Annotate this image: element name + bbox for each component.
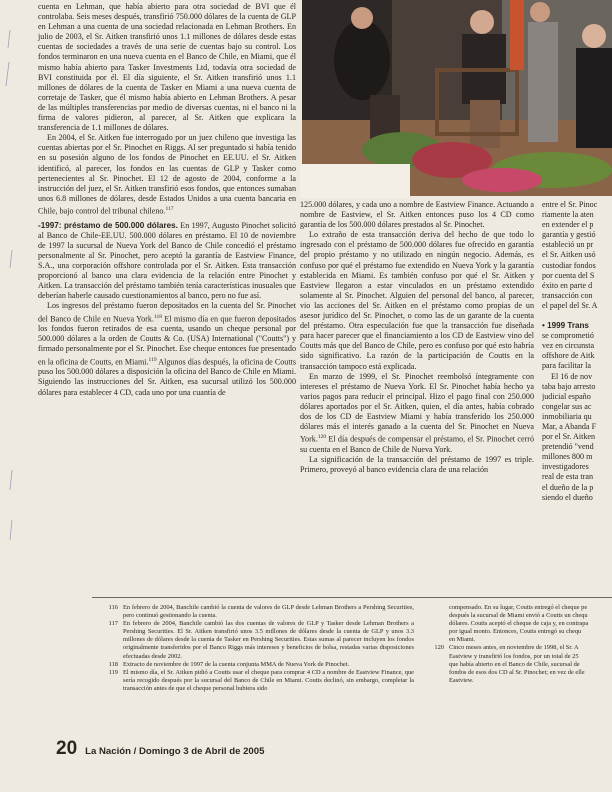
- text-line: estableció un pr: [542, 240, 594, 250]
- footnotes-left: [92, 604, 414, 693]
- footnote-ref: 117: [165, 205, 174, 212]
- footnote-text: En febrero de 2004, Banchile cambió la cuenta de valores de GLP desde Lehman Brothers a Pershing Securities, pero continuó gestionando la cuenta.: [123, 604, 414, 620]
- paragraph: 125.000 dólares, y cada uno a nombre de Eastview Finance. Actuando a nombre de Eastview, el Sr. Aitken entonces puso los 4 CD como garantía de los 500.000 dólares prestados al Sr. Pinochet.: [300, 200, 534, 230]
- paragraph-text: En marzo de 1999, el Sr. Pinochet reembolsó íntegramente con intereses el préstamo de Nueva York. El Sr. Pinochet había hecho ya varios pagos para reducir el principal. Hizo el pago final con 250.000 dólares aportados por el Sr. Aitken, quien, el día antes, había cobrado dos de los CD de Eastview Miami y había transferido los 250.000 dólares más el interés ganado a la cuenta del Sr. Pinochet en Nueva York.: [300, 371, 534, 444]
- photo-inset-blank: [300, 164, 410, 198]
- article-column-2: [300, 200, 534, 475]
- text-line: taba bajo arresto: [542, 381, 596, 391]
- paragraph-text: En 2004, el Sr. Aitken fue interrogado por un juez chileno que investiga las cuentas abiertas por el Sr. Pinochet en Riggs. Al ser preguntado si había tenido en su posesión alguno de los fondos de Pinochet en EE.UU. el Sr. Aitken identificó, al parecer, los fondos en las cuentas de GLP y Tasker como pertenecientes al Sr. Pinochet. El 12 de agosto de 2004, conforme a la instrucción del juez, el Sr. Aitken transfirió esos fondos, que entonces sumaban unos 6.8 millones de dólares, desde Estados Unidos a una cuenta bancaria en Chile, bajo control del tribunal chileno.: [38, 133, 296, 216]
- publication-dateline: La Nación / Domingo 3 de Abril de 2005: [85, 746, 265, 757]
- text-line: vez en circunsta: [542, 341, 595, 351]
- text-line: garantía y gestió: [542, 230, 596, 240]
- text-line: el dueño de la p: [542, 482, 594, 492]
- paragraph-text: Los ingresos del préstamo fueron depositados en la cuenta del Sr. Pinochet del Banco de Chile en Nueva York.: [38, 301, 296, 324]
- text-line: real de esta tran: [542, 472, 594, 482]
- text-line: El 16 de nov: [551, 371, 593, 381]
- paragraph-text: El mismo día en que fueron depositados los fondos fueron retirados de esa cuenta, usando un cheque personal por 500.000 dólares a la orden de Coutts & Co. (USA) International ("Coutts") y firmado personalmente por el Sr. Pinochet. Ese cheque entonces fue presentado en la oficina de Coutts, en Miami.: [38, 314, 296, 367]
- text-line: judicial españo: [542, 391, 591, 401]
- paragraph: La significación de la transacción del préstamo de 1997 es triple. Primero, proveyó al banco evidencia clara de una relación: [300, 455, 534, 475]
- text-line: millones 800 m: [542, 452, 593, 462]
- footnote-continuation: después la sucursal de Miami envió a Coutts un chequ: [449, 612, 588, 620]
- text-line: por el Sr. Aitken: [542, 432, 596, 442]
- page-number: 20: [56, 738, 78, 759]
- text-line: pretendió "vend: [542, 442, 594, 452]
- text-line: inmobiliaria qu: [542, 411, 592, 421]
- paragraph-text: El día después de compensar el préstamo, el Sr. Pinochet cerró su cuenta en el Banco de Chile de Nueva York.: [300, 434, 534, 454]
- paragraph: [38, 133, 296, 216]
- section-heading: -1997: préstamo de 500.000 dólares.: [38, 220, 178, 230]
- footnote-number: 119: [108, 668, 118, 676]
- footnote-text: Cinco meses antes, en noviembre de 1998, el Sr. A: [449, 644, 579, 652]
- footnote-continuation: compensado. En su lugar, Coutts entregó el cheque pe: [449, 604, 588, 611]
- footnote-number: 117: [108, 620, 118, 628]
- footnote-continuation: fondos de esos dos CD al Sr. Pinochet; en vez de elle: [449, 668, 585, 676]
- footnote-continuation: en Miami.: [449, 636, 476, 644]
- footnote: [92, 661, 414, 669]
- paragraph: Lo extraño de esta transacción deriva del hecho de que todo lo ingresado con el préstamo de 500.000 dólares fue ofrecido en garantía del propio préstamo y no utilizado en ningún negocio. Además, es confuso por qué el préstamo fue extendido en Nueva York y la garantía establecida en Miami. Es también confuso por qué el Sr. Aitken y Eastview llegaron a estar vinculados en un préstamo extendido solamente al Sr. Pinochet. Alguien del personal del banco, al parecer, vio las acciones del Sr. Aitken en el préstamo como propias de un asesor jurídico del Sr. Pinochet, o como las de un garante de la cuenta del préstamo. Otra especulación fue que la transacción fue diseñada para hacer parecer que el financiamiento a los CD de Eastview vino del Coutts más que del Banco de Chile, pero es confuso por qué esto habría sido significativo. La razón de la participación de Coutts en la transacción tampoco está explicada.: [300, 230, 534, 371]
- text-line: custodiar fondos: [542, 260, 596, 270]
- paragraph-text: Algunos días después, la oficina de Coutts puso los 500.000 dólares a disposición la oficina del Banco de Chile en Miami. Siguiendo las instrucciones del Sr. Aitken, esa sucursal utilizó los 500.000 dólares para establecer 4 CD, cada uno por una cuantía de: [38, 357, 296, 397]
- article-column-1: [38, 2, 296, 398]
- footnote-ref: 119: [148, 356, 157, 363]
- section-heading: • 1999 Trans: [542, 321, 589, 331]
- footnote-text: En febrero de 2004, Banchile cambió las dos cuentas de valores de GLP y Tasker desde Lehman Brothers a Pershing Securities. El Sr. Aitken transfirió unos 3.5 millones de dólares desde la cuenta de GLP y unos 3.3 millones de dólares desde la cuenta de Tasker en Pershing Securities. Estas sumas al parecer incluyen los fondos originalmente transferidos por el Banco Riggs más intereses y beneficios de bolsa, restadas varias disposiciones efectuadas desde 2002.: [123, 620, 414, 660]
- footnote: [92, 604, 414, 620]
- footnote: [418, 644, 612, 652]
- text-line: offshore de Aitk: [542, 351, 595, 361]
- paragraph: [38, 301, 296, 397]
- text-line: entre el Sr. Pinoc: [542, 200, 598, 209]
- footnote: [92, 669, 414, 693]
- article-column-3-cropped: [542, 200, 612, 503]
- paragraph: [38, 221, 296, 302]
- text-line: para facilitar la: [542, 361, 591, 371]
- text-line: congelar sus ac: [542, 401, 592, 411]
- text-line: Mar, a Abanda F: [542, 421, 597, 431]
- footnote-text: Extracto de noviembre de 1997 de la cuenta conjunta MMA de Nueva York de Pinochet.: [123, 660, 350, 668]
- paragraph: [300, 372, 534, 455]
- footnote-continuation: por igual monto. Entonces, Coutts entregó su chequ: [449, 628, 582, 636]
- footnote-divider: [92, 597, 612, 598]
- text-line: se comprometió: [542, 331, 594, 341]
- footnote-ref: 118: [153, 313, 162, 320]
- text-line: riamente la aten: [542, 210, 594, 220]
- footnote-number: 118: [108, 660, 118, 668]
- footnote-continuation: Eastview y transfirió los fondos, por un total de 25: [449, 652, 579, 660]
- footnotes-right-cropped: [418, 604, 612, 685]
- footnote: [92, 620, 414, 660]
- text-line: el papel del Sr. A: [542, 300, 598, 310]
- text-line: por cuenta del S: [542, 270, 595, 280]
- footnote-continuation: que había abierto en el Banco de Chile, sucursal de: [449, 660, 580, 668]
- footnote-number: 116: [108, 604, 118, 611]
- paragraph: cuenta en Lehman, que había abierto para otra sociedad de BVI que él controlaba. Seis meses después, transfirió 750.000 dólares de la cuenta de GLP en Lehman a una cuenta de una sociedad relacionada en Lehman Brothers. En julio de 2003, el Sr. Aitken transfirió unos 1.1 millones de dólares desde estas cuentas de sociedades a través de una serie de cuentas bajo su control. Los fondos terminaron en una nueva cuenta en el Banco de Chile, en Miami, que él mismo había abierto para Tasker Investments Ltd, todavía otra sociedad de BVI constituida por él. El día siguiente, el Sr. Aitken transfirió unos 1.1 millones de dólares de la cuenta de Tasker en Miami a una nueva cuenta de corretaje de Tasker, que él mismo había abierto en Lehman Brothers. A pesar de las múltiples transferencias por medio de diversas cuentas, ni el banco ni la firma de valores pidieron, al parecer, al Sr. Aitken que explicara la transferencia de 1.1 millones de dólares.: [38, 2, 296, 133]
- footnote-text: El mismo día, el Sr. Aitken pidió a Coutts usar el cheque para comprar 4 CD a nombre de Eastview Finance, que sería recogido después por la sucursal del Banco de Chile en Miami. Coutts declinó, sin embargo, completar la transacción antes de que el cheque personal hubiera sido: [123, 668, 414, 692]
- footnote-continuation: dólares. Coutts aceptó el cheque de caja y, en contrapa: [449, 620, 589, 628]
- text-line: éxito en parte d: [542, 280, 593, 290]
- text-line: el Sr. Aitken usó: [542, 250, 596, 260]
- footnote-number: 120: [434, 644, 444, 652]
- footnote-ref: 120: [317, 434, 327, 441]
- text-line: en extender el p: [542, 220, 594, 230]
- text-line: siendo el dueño: [542, 492, 593, 502]
- margin-pencil-marks: [0, 0, 40, 792]
- footnote-continuation: Eastview.: [449, 676, 474, 684]
- text-line: investigadores: [542, 462, 589, 472]
- page-footer: [56, 738, 264, 760]
- text-line: transacción con: [542, 290, 593, 300]
- paragraph-text: En 1997, Augusto Pinochet solicitó al Banco de Chile-EE.UU. 500.000 dólares en préstamo. El 10 de noviembre de 1997 la sucursal de Nueva York del Banco de Chile concedió el préstamo personalmente al Sr. Pinochet, pero aceptó la garantía de Eastview Finance, S.A., una corporación offshore controlada por el Sr. Aitken. Esta transacción proporcionó al banco una clara evidencia de la relación entre Pinochet y Aitken. La transacción del préstamo también tenía características inusuales que deberían haberle causado cuestionamientos al banco, pero no fue así.: [38, 220, 296, 301]
